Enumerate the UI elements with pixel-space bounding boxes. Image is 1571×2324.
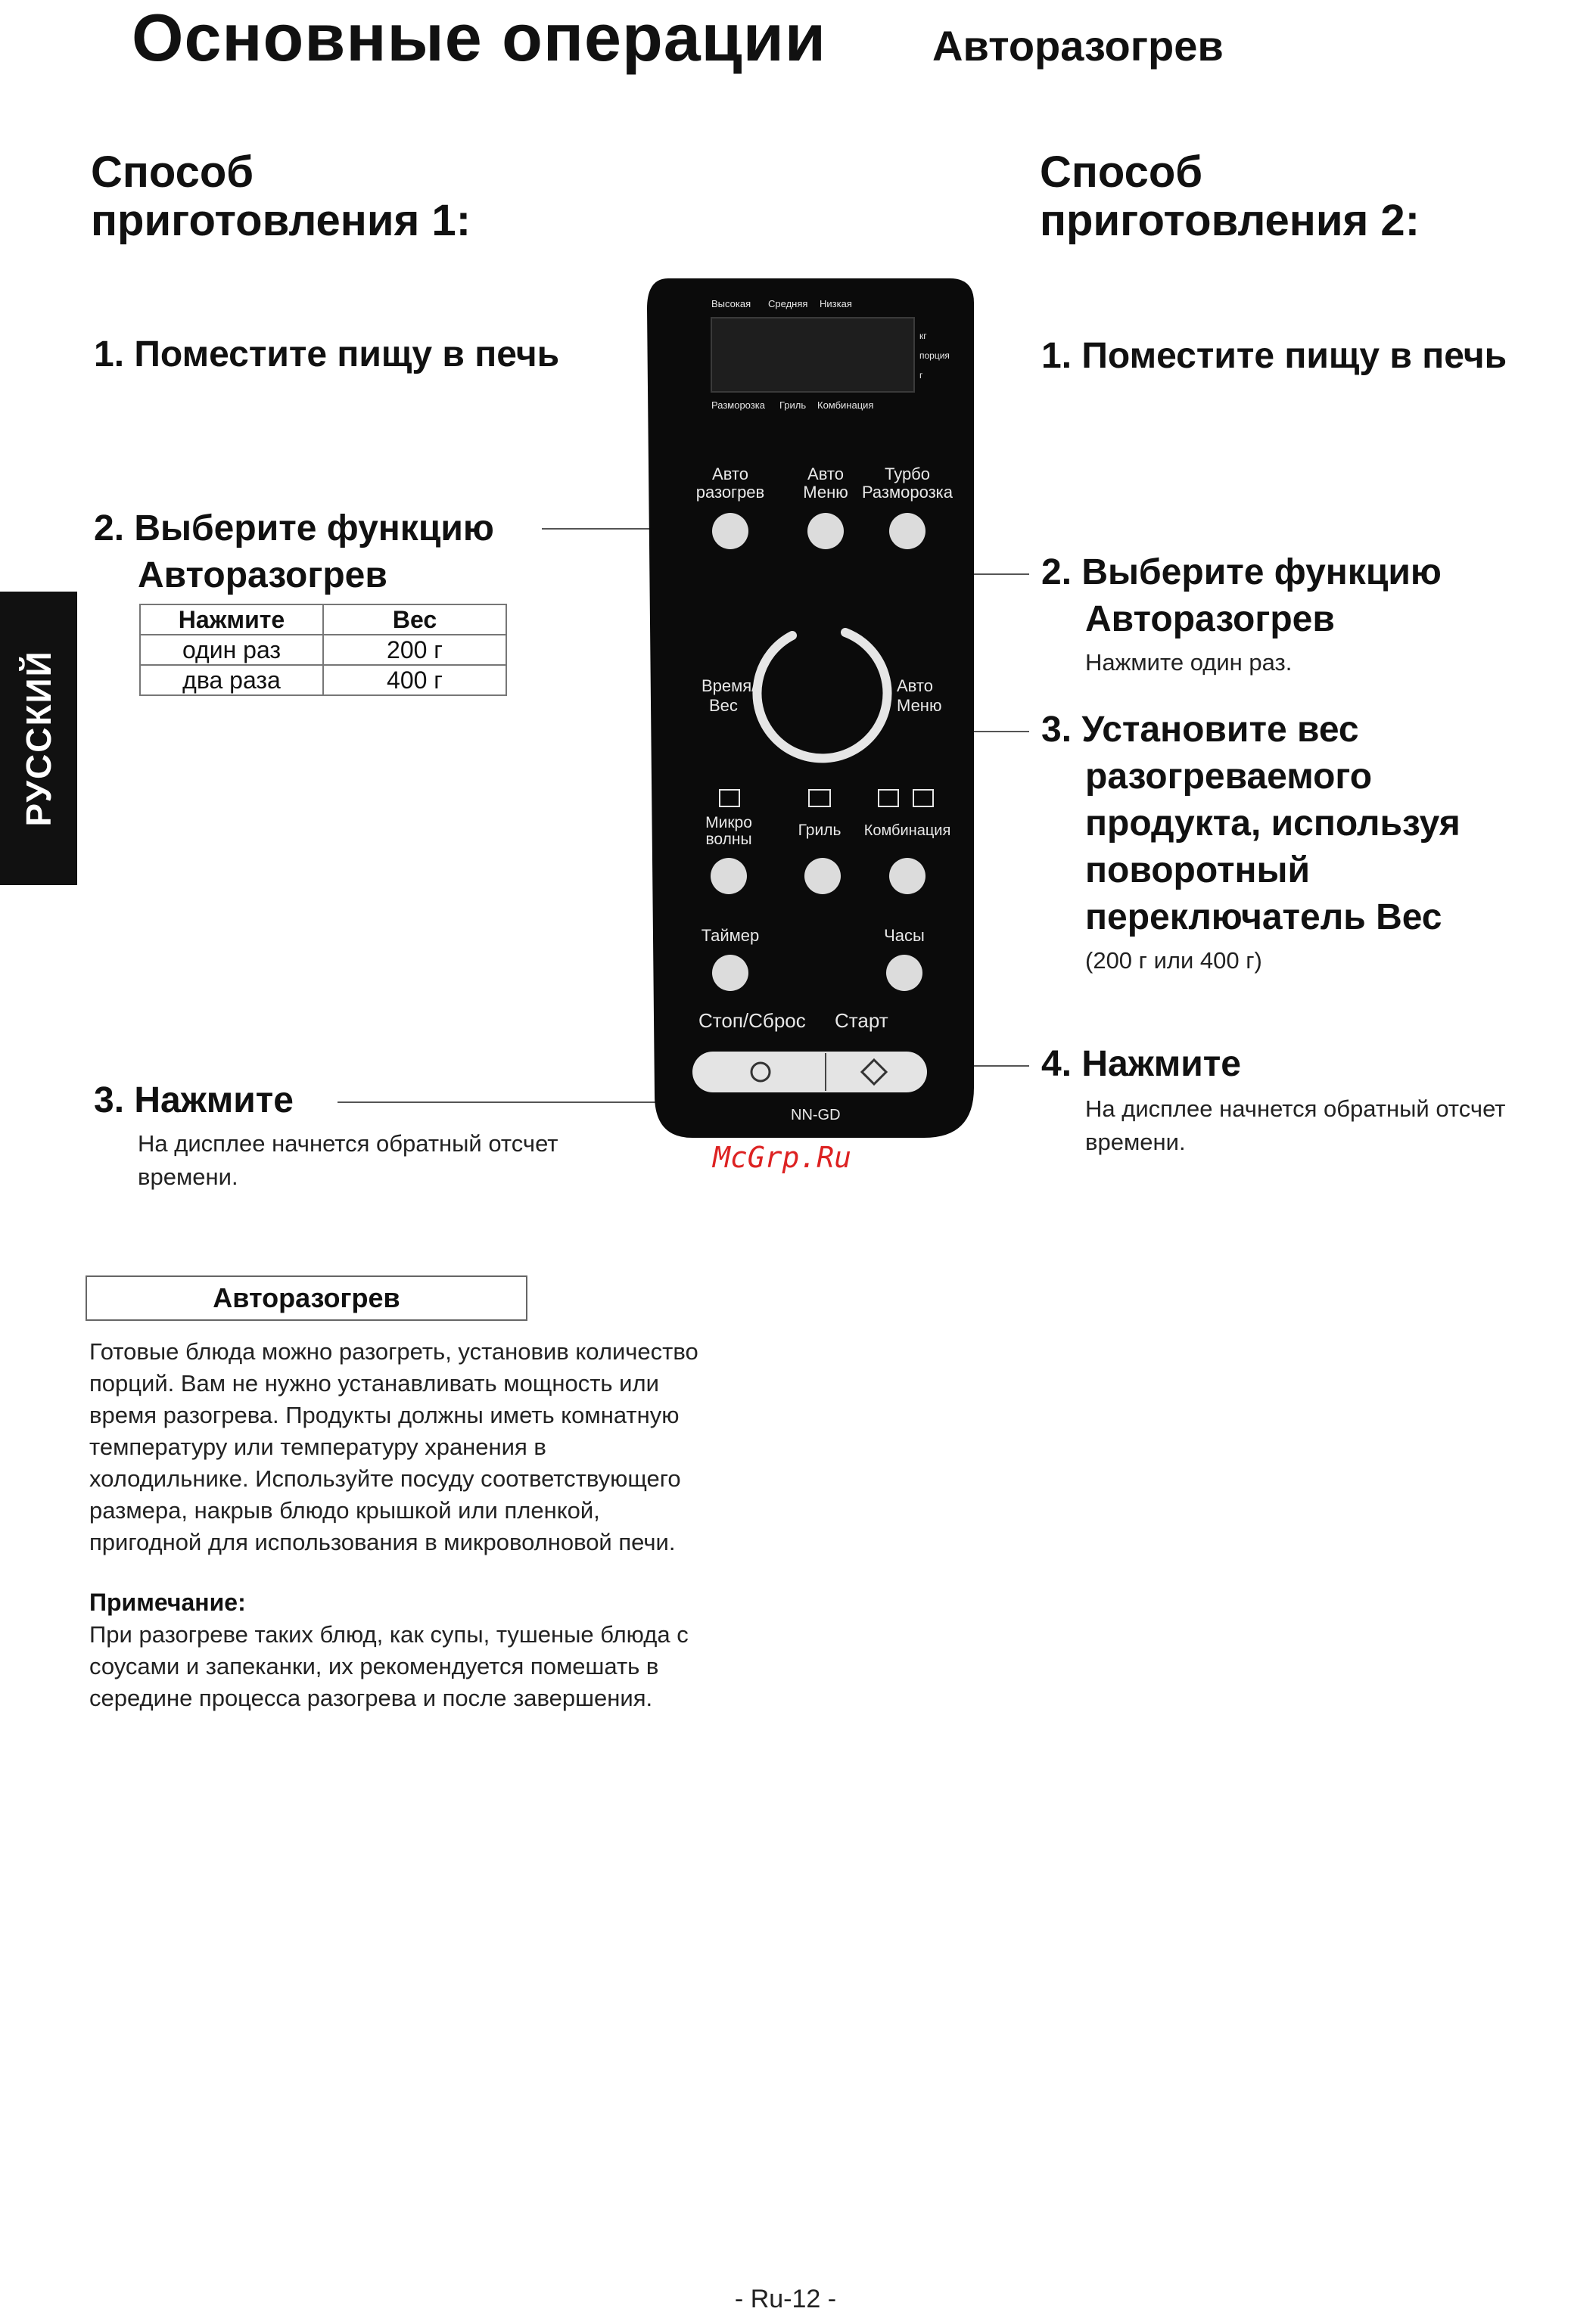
power-label: Высокая bbox=[711, 298, 751, 309]
table-row bbox=[140, 635, 506, 665]
btn-label: Гриль bbox=[798, 822, 841, 839]
step-text: Поместите пищу в печь bbox=[134, 334, 560, 374]
table-header: Вес bbox=[323, 604, 506, 635]
note-line: На дисплее начнется обратный отсчет bbox=[138, 1130, 558, 1157]
combo-button bbox=[889, 858, 925, 894]
text-line: температуру или температуру хранения в bbox=[89, 1434, 546, 1460]
dial-label-right: Авто bbox=[897, 676, 933, 695]
step-text: Нажмите bbox=[1081, 1044, 1241, 1084]
btn-label: Комбинация bbox=[863, 822, 951, 839]
note-text bbox=[89, 1619, 816, 1714]
step-text: Поместите пищу в печь bbox=[1081, 336, 1507, 376]
leader-line bbox=[542, 528, 655, 530]
table-cell: два раза bbox=[140, 665, 323, 695]
btn-label: разогрев bbox=[695, 483, 765, 502]
step-text-line2: Авторазогрев bbox=[1085, 599, 1335, 639]
model-label: NN-GD bbox=[791, 1107, 841, 1123]
text-line: время разогрева. Продукты должны иметь комнатную bbox=[89, 1402, 680, 1428]
page-number: - Ru-12 - bbox=[734, 2285, 837, 2313]
method2-heading-line1: Способ bbox=[1040, 148, 1203, 197]
method1-step2 bbox=[94, 505, 494, 599]
stop-reset-label: Стоп/Сброс bbox=[698, 1009, 806, 1032]
table-cell: 200 г bbox=[323, 635, 506, 665]
step-number: 2. bbox=[94, 508, 125, 548]
power-label: Средняя bbox=[768, 298, 808, 309]
leader-line bbox=[338, 1101, 655, 1103]
mode-label: Гриль bbox=[779, 399, 807, 411]
step-number: 3. bbox=[1041, 710, 1072, 750]
btn-label: волны bbox=[705, 831, 752, 848]
text-line: порций. Вам не нужно устанавливать мощность или bbox=[89, 1370, 659, 1397]
micro-button bbox=[711, 858, 747, 894]
method2-step3-note: (200 г или 400 г) bbox=[1085, 947, 1262, 974]
method2-heading bbox=[1040, 148, 1420, 245]
step-text-line2: Авторазогрев bbox=[138, 555, 387, 595]
step-text: Выберите функцию bbox=[1081, 552, 1442, 592]
table-header: Нажмите bbox=[140, 604, 323, 635]
step-number: 4. bbox=[1041, 1044, 1072, 1084]
dial-label-right: Меню bbox=[897, 696, 942, 715]
dial-label-left: Время/ bbox=[702, 676, 757, 695]
text-line: Готовые блюда можно разогреть, установив количество bbox=[89, 1338, 698, 1365]
step-text-line: переключатель Вес bbox=[1085, 897, 1442, 937]
step-number: 2. bbox=[1041, 552, 1072, 592]
note-line: На дисплее начнется обратный отсчет bbox=[1085, 1095, 1506, 1122]
step-text-line: поворотный bbox=[1085, 850, 1310, 890]
automenu-button bbox=[807, 513, 844, 549]
mode-label: Комбинация bbox=[817, 399, 874, 411]
note-title: Примечание: bbox=[89, 1589, 246, 1616]
power-label: Низкая bbox=[820, 298, 852, 309]
table-cell: 400 г bbox=[323, 665, 506, 695]
text-line: середине процесса разогрева и после завершения. bbox=[89, 1685, 653, 1711]
step-number: 3. bbox=[94, 1080, 125, 1120]
display-screen bbox=[711, 318, 914, 392]
autoreheat-button bbox=[712, 513, 748, 549]
text-line: размера, накрыв блюдо крышкой или пленкой, bbox=[89, 1497, 600, 1524]
start-label: Старт bbox=[835, 1009, 888, 1032]
method2-step3 bbox=[1041, 707, 1461, 941]
method2-step2-note: Нажмите один раз. bbox=[1085, 649, 1293, 676]
text-line: соусами и запеканки, их рекомендуется помешать в bbox=[89, 1653, 659, 1679]
text-line: холодильнике. Используйте посуду соответствующего bbox=[89, 1465, 681, 1492]
table-row bbox=[140, 665, 506, 695]
dial-label-left: Вес bbox=[709, 696, 738, 715]
page-title: Основные операции bbox=[132, 0, 826, 75]
btn-label: Часы bbox=[884, 926, 925, 945]
page-subtitle: Авторазогрев bbox=[932, 22, 1224, 70]
btn-label: Меню bbox=[803, 483, 848, 502]
btn-label: Таймер bbox=[701, 926, 760, 945]
display-unit: г bbox=[919, 370, 923, 381]
step-number: 1. bbox=[94, 334, 125, 374]
table-cell: один раз bbox=[140, 635, 323, 665]
method2-step2 bbox=[1041, 549, 1442, 643]
text-line: пригодной для использования в микроволновой печи. bbox=[89, 1529, 676, 1555]
leader-line bbox=[973, 731, 1029, 732]
info-box-title: Авторазогрев bbox=[86, 1275, 527, 1321]
method2-step1 bbox=[1041, 333, 1507, 380]
btn-label: Авто bbox=[807, 464, 844, 483]
method2-heading-line2: приготовления 2: bbox=[1040, 196, 1420, 245]
method1-heading-line2: приготовления 1: bbox=[91, 196, 471, 245]
note-line: времени. bbox=[1085, 1129, 1186, 1155]
stop-start-bar bbox=[692, 1052, 927, 1092]
text-line: При разогреве таких блюд, как супы, тушеные блюда с bbox=[89, 1621, 689, 1648]
method1-step3 bbox=[94, 1077, 294, 1124]
weight-table bbox=[139, 604, 507, 696]
timer-button bbox=[712, 955, 748, 991]
display-unit: порция bbox=[919, 350, 950, 361]
table-header-row bbox=[140, 604, 506, 635]
grill-button bbox=[804, 858, 841, 894]
btn-label: Турбо bbox=[884, 464, 931, 483]
btn-label: Авто bbox=[712, 464, 748, 483]
note-line: времени. bbox=[138, 1164, 238, 1190]
language-tab-label: РУССКИЙ bbox=[19, 650, 58, 827]
control-panel-illustration bbox=[647, 278, 974, 1138]
step-text: Нажмите bbox=[134, 1080, 294, 1120]
method1-step3-note bbox=[138, 1127, 558, 1194]
btn-label: Микро bbox=[705, 814, 752, 831]
info-box-text bbox=[89, 1336, 816, 1558]
method2-step4 bbox=[1041, 1041, 1241, 1088]
step-text-line: разогреваемого bbox=[1085, 757, 1373, 797]
turbo-defrost-button bbox=[889, 513, 925, 549]
step-text: Выберите функцию bbox=[134, 508, 494, 548]
leader-line bbox=[973, 573, 1029, 575]
language-tab bbox=[0, 592, 77, 885]
clock-button bbox=[886, 955, 922, 991]
btn-label: Разморозка bbox=[861, 483, 953, 502]
step-text: Установите вес bbox=[1081, 710, 1359, 750]
watermark: McGrp.Ru bbox=[713, 1141, 852, 1174]
mode-label: Разморозка bbox=[711, 399, 765, 411]
method1-heading bbox=[91, 148, 471, 245]
method1-step1 bbox=[94, 331, 559, 378]
step-number: 1. bbox=[1041, 336, 1072, 376]
method2-step4-note bbox=[1085, 1092, 1505, 1159]
method1-heading-line1: Способ bbox=[91, 148, 254, 197]
display-unit: кг bbox=[919, 331, 927, 341]
step-text-line: продукта, используя bbox=[1085, 803, 1461, 844]
